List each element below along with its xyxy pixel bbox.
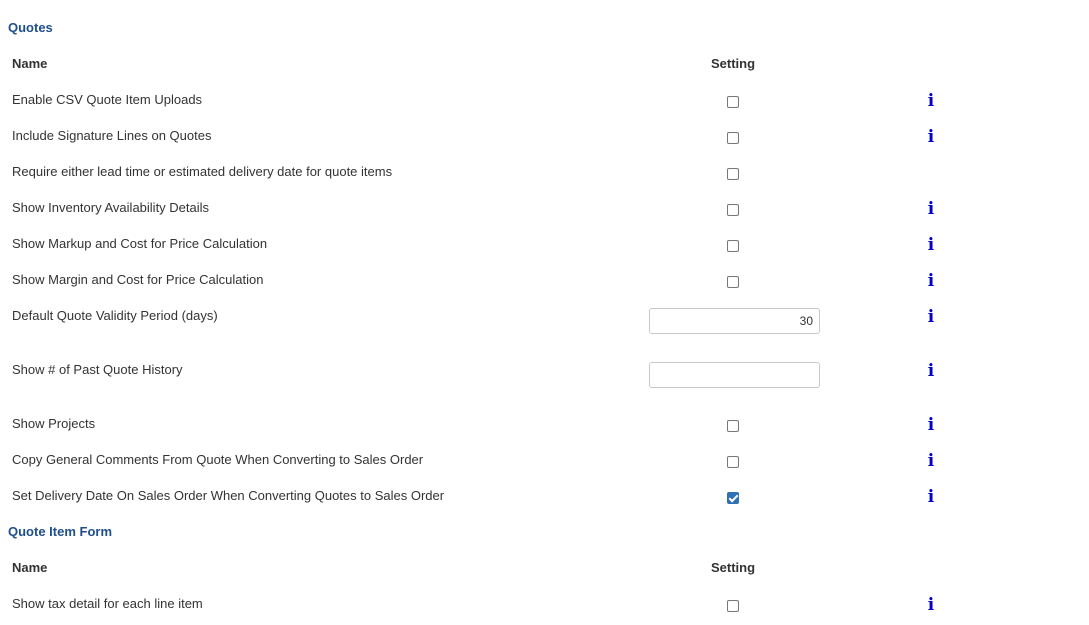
info-icon[interactable]: i (927, 271, 935, 291)
info-icon[interactable]: i (927, 91, 935, 111)
setting-label: Show Markup and Cost for Price Calculation (12, 236, 268, 251)
setting-row-csv-upload (0, 90, 1089, 126)
inventory-availability-checkbox[interactable] (727, 204, 739, 216)
setting-label: Set Delivery Date On Sales Order When Converting Quotes to Sales Order (12, 488, 445, 503)
setting-label: Show tax detail for each line item (12, 596, 203, 611)
setting-row-margin-cost (0, 270, 1089, 306)
info-icon[interactable]: i (927, 235, 935, 255)
column-header-setting: Setting (711, 560, 756, 575)
setting-label: Default Quote Validity Period (days) (12, 308, 218, 323)
section-title-quote-item-form: Quote Item Form (8, 524, 113, 539)
quote-validity-input[interactable] (649, 308, 820, 334)
setting-row-tax-detail (0, 594, 1089, 624)
setting-label: Copy General Comments From Quote When Converting to Sales Order (12, 452, 424, 467)
column-header-name: Name (12, 560, 48, 575)
tax-detail-checkbox[interactable] (727, 600, 739, 612)
setting-label: Show Inventory Availability Details (12, 200, 210, 215)
setting-label: Require either lead time or estimated delivery date for quote items (12, 164, 393, 179)
show-projects-checkbox[interactable] (727, 420, 739, 432)
setting-row-signature-lines (0, 126, 1089, 162)
signature-lines-checkbox[interactable] (727, 132, 739, 144)
setting-row-require-lead-time (0, 162, 1089, 198)
info-icon[interactable]: i (927, 595, 935, 615)
setting-label: Enable CSV Quote Item Uploads (12, 92, 203, 107)
setting-row-show-projects (0, 414, 1089, 450)
require-lead-time-checkbox[interactable] (727, 168, 739, 180)
info-icon[interactable]: i (927, 307, 935, 327)
setting-row-inventory-availability (0, 198, 1089, 234)
section-title-quotes: Quotes (8, 20, 53, 35)
info-icon[interactable]: i (927, 487, 935, 507)
info-icon[interactable]: i (927, 451, 935, 471)
margin-cost-checkbox[interactable] (727, 276, 739, 288)
copy-comments-checkbox[interactable] (727, 456, 739, 468)
csv-upload-checkbox[interactable] (727, 96, 739, 108)
setting-label: Show Projects (12, 416, 96, 431)
setting-row-past-quote-history (0, 360, 1089, 414)
info-icon[interactable]: i (927, 361, 935, 381)
column-header-setting: Setting (711, 56, 756, 71)
setting-row-copy-comments (0, 450, 1089, 486)
setting-row-quote-validity (0, 306, 1089, 360)
setting-row-delivery-date (0, 486, 1089, 522)
setting-row-markup-cost (0, 234, 1089, 270)
delivery-date-checkbox[interactable] (727, 492, 739, 504)
info-icon[interactable]: i (927, 127, 935, 147)
markup-cost-checkbox[interactable] (727, 240, 739, 252)
column-header-name: Name (12, 56, 48, 71)
past-quote-history-input[interactable] (649, 362, 820, 388)
info-icon[interactable]: i (927, 415, 935, 435)
info-icon[interactable]: i (927, 199, 935, 219)
setting-label: Show # of Past Quote History (12, 362, 183, 377)
setting-label: Show Margin and Cost for Price Calculation (12, 272, 264, 287)
setting-label: Include Signature Lines on Quotes (12, 128, 212, 143)
